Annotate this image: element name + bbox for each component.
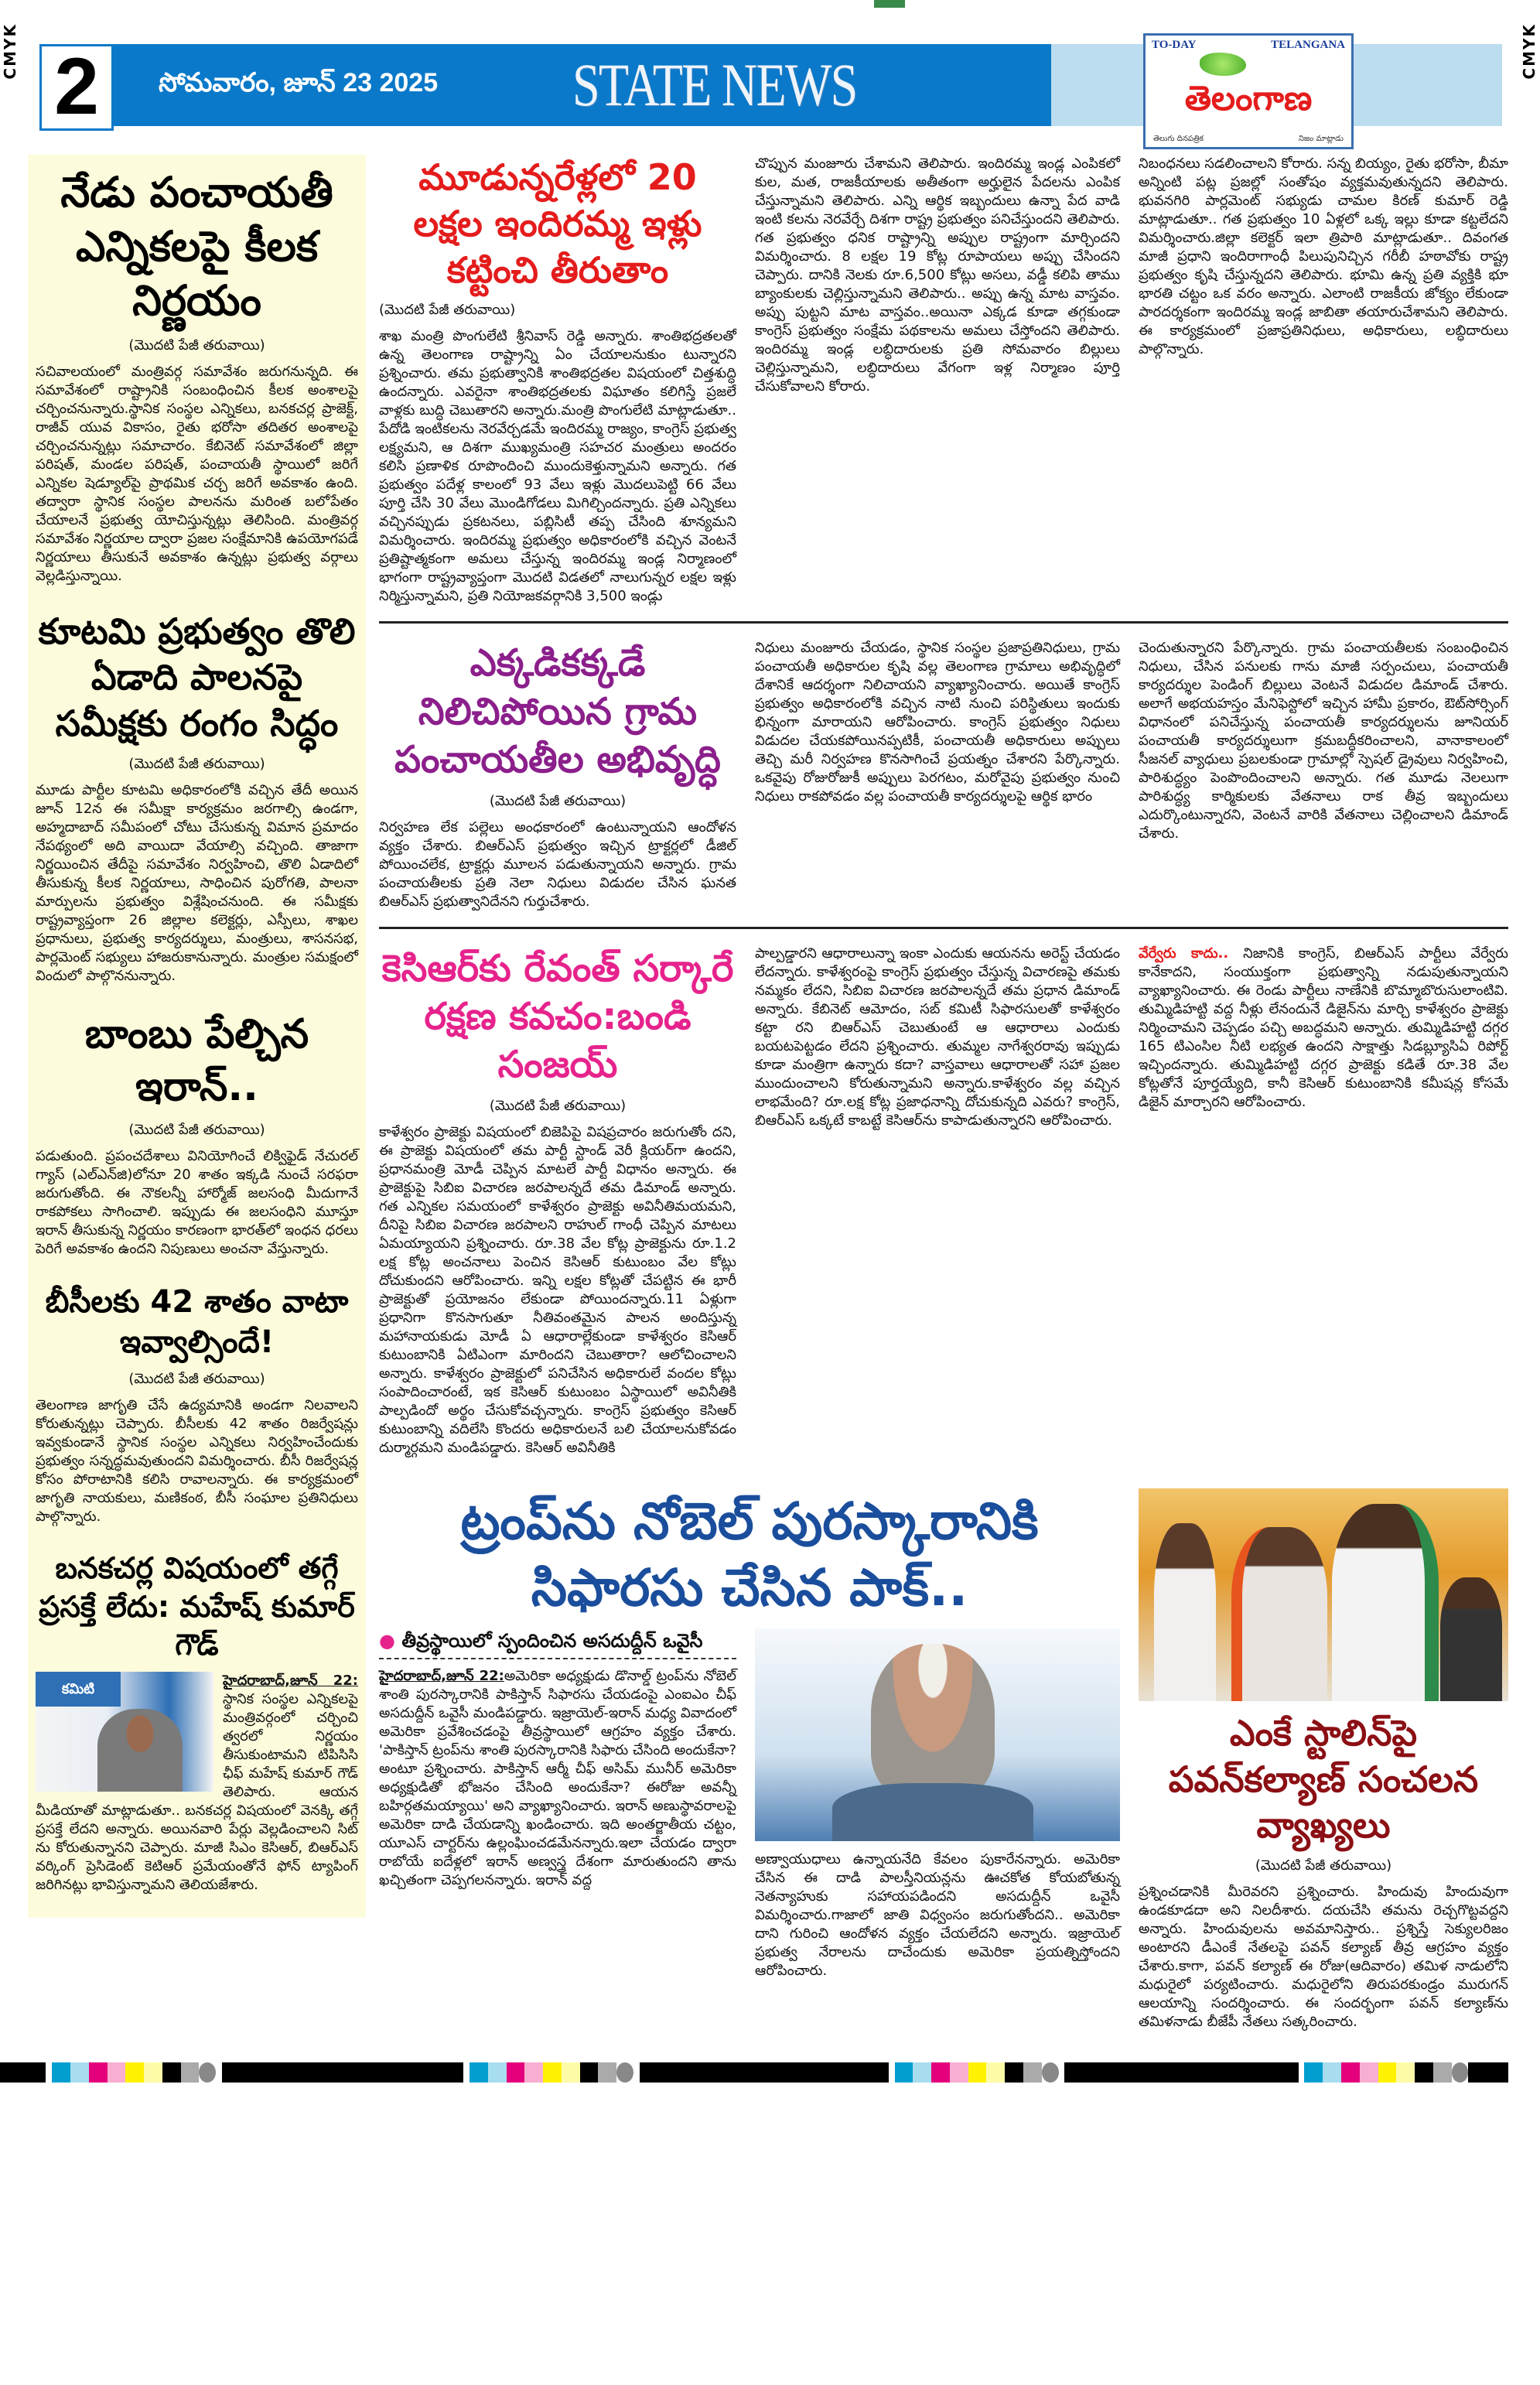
newspaper-logo: [1143, 33, 1354, 149]
section-divider: [379, 927, 1508, 929]
headline-panchayat-elections: నేడు పంచాయతీ ఎన్నికలపై కీలక నిర్ణయం: [60, 168, 333, 326]
logo-tag-right: నిజం మాట్లాడు: [1298, 135, 1344, 143]
article-body-panchayat: సచివాలయంలో మంత్రివర్గ సమావేశం జరుగనున్నది. ఈ సమావేశంలో రాష్ట్రానికి సంబంధించిన కీలక అంశాలపై చర్చించనున్నారు.స్థానిక సంస్థల ఎన్నికలు, బనకచర్ల ప్రాజెక్ట్, రాజీవ్ యువ వికాసం, రైతు భరోసా తదితర అంశాలపై చర్చించనున్నట్లు సమాచారం. కేబినెట్ సమావేశంలో జిల్లా పరిషత్, మండల పరిషత్, పంచాయతీ స్థాయిలో జరిగే ఎన్నికల షెడ్యూల్‌పై ప్రాథమిక చర్చ జరిగే అవకాశం ఉంది. తద్వారా స్థానిక సంస్థల పాలనను మరింత బలోపేతం చేయాలనే ప్రభుత్వ యోచిస్తున్నట్లు తెలిసింది. మంత్రివర్గ సమావేశం నిర్ణయాల ద్వారా ప్రజల సంక్షేమానికి ఉపయోగపడే నిర్ణయాలు తీసుకునే అవకాశం ఉన్నట్లు ప్రభుత్వ వర్గాలు వెల్లడిస్తున్నాయి.: [36, 363, 358, 584]
article-body-coalition: మూడు పార్టీల కూటమి అధికారంలోకి వచ్చిన తేదీ అయిన జూన్ 12న ఈ సమీక్షా కార్యక్రమం జరగాల్సి ఉండగా, అహ్మదాబాద్ సమీపంలో చోటు చేసుకున్న విమాన ప్రమాదం నేపథ్యంలో అది వాయిదా వేయాల్సి వచ్చింది. తాజాగా నిర్ణయించిన తేదీపై సమావేశం నిర్వహించి, తొలి ఏడాదిలో తీసుకున్న కీలక నిర్ణయాలు, సాధించిన పురోగతి, పాలనా మార్పులను ప్రభుత్వం విశ్లేషించనుంది. ఈ సమీక్షకు రాష్ట్రవ్యాప్తంగా 26 జిల్లాల కలెక్టర్లు, ఎస్పీలు, శాఖల ప్రధానులు, ప్రభుత్వ కార్యదర్శులు, మంత్రులు, శాసనసభ, పార్లమెంట్ సభ్యులు హాజరుకానున్నారు. మంత్రుల సమక్షంలో విందులో పాల్గొననున్నారు.: [36, 781, 358, 984]
crop-mark-right: CMYK: [1520, 23, 1538, 80]
logo-right-text: TELANGANA: [1271, 39, 1345, 51]
person-figure: [871, 1644, 995, 1799]
registration-mark: [874, 0, 905, 8]
headline-pawan-stalin: ఎంకే స్టాలిన్‌పై పవన్‌కల్యాణ్ సంచలన వ్యాఖ్యలు: [1168, 1711, 1479, 1847]
continued-label: (మొదటి పేజీ తరువాయి): [128, 1122, 265, 1139]
continued-label: (మొదటి పేజీ తరువాయి): [128, 337, 265, 354]
headline-banakacherla: బనకచర్ల విషయంలో తగ్గే ప్రసక్తే లేదు: మహేష్ కుమార్ గౌడ్: [39, 1551, 355, 1662]
article-body-panchayat-col1: నిర్వహణ లేక పల్లెలు అంధకారంలో ఉంటున్నాయని ఆందోళన వ్యక్తం చేశారు. బిఆర్ఎస్ ప్రభుత్వం ఇచ్చిన ట్రాక్టర్లలో డీజిల్ పోయించలేక, ట్రాక్టర్లు మూలన పడుతున్నాయని అన్నారు. గ్రామ పంచాయతీలకు ప్రతి నెలా నిధులు విడుదల చేసిన ఘనత బిఆర్ఎస్ ప్రభుత్వానిదేనని గుర్తుచేశారు.: [379, 818, 736, 910]
article-body-kaleshwaram-col3: వేర్వేరు కాదు.. నిజానికి కాంగ్రెస్, బిఆర్ఎస్ పార్టీలు వేర్వేరు కానేకాదని, సంయుక్తంగా ప్రభుత్వాన్ని నడుపుతున్నాయని వ్యాఖ్యానించారు. ఈ రెండు పార్టీలు నాణేనికి బొమ్మాబొరుసులాంటివి. తుమ్మిడిహట్టి వద్ద నీళ్లు లేనందునే డిజైన్‌ను మార్చి కాళేశ్వరం ప్రాజెక్టు నిర్మించామని చెప్పడం పచ్చి అబద్ధమని అన్నారు. తుమ్మిడిహట్టి దగ్గర 165 టిఎంసిల నీటి లభ్యత ఉందని సాక్షాత్తు సిడబ్ల్యూసిఏ రిపోర్ట్ ఇచ్చిందన్నారు. తుమ్మిడిహట్టి దగ్గర ప్రాజెక్టు కడితే రూ.38 వేల కోట్లతోనే పూర్తయ్యేది, కానీ కెసిఆర్ కుటుంబానికి కమీషన్ల కోసమే డిజైన్ మార్చారని ఆరోపించారు.: [1139, 945, 1508, 1110]
article-body-panchayat-col3: చెందుతున్నారని పేర్కొన్నారు. గ్రామ పంచాయతీలకు సంబంధించిన నిధులు, చేసిన పనులకు గాను మాజీ సర్పంచులు, పంచాయతీ కార్యదర్శుల పెండింగ్ బిల్లులు వెంటనే విడుదల డిమాండ్ చేశారు. అలాగే అభయహస్తం మేనిఫెస్టోలో ఇచ్చిన హామీ ప్రకారం, ఔట్‌సోర్సింగ్ విధానంలో పనిచేస్తున్న పంచాయతీ కార్యదర్శులను జూనియర్ పంచాయతీ కార్యదర్శులుగా క్రమబద్ధీకరించాలని, వానాకాలంలో సీజనల్ వ్యాధులు ప్రబలకుండా గ్రామాల్లో స్పెషల్ డ్రైవులు నిర్వహించి, పారిశుద్ధ్యం పెంపొందించాలని అన్నారు. గత మూడు నెలలుగా పారిశుద్ధ్య కార్మికులకు వేతనాలు రాక తీవ్ర ఇబ్బందులు ఎదుర్కొంటున్నారని, వెంటనే వారికి వేతనాలు చెల్లించాలని డిమాండ్ చేశారు.: [1139, 640, 1508, 842]
story-bandi-sanjay: [379, 945, 1508, 1457]
article-body-trump-col1: హైదరాబాద్,జూన్ 22:అమెరికా అధ్యక్షుడు డొనాల్డ్ ట్రంప్‌ను నోబెల్ శాంతి పురస్కారానికి పాకిస్తాన్ సిఫారసు చేయడంపై ఎంఐఎం చీఫ్ అసదుద్దీన్ ఒవైసీ మండిపడ్డారు. ఇజ్రాయెల్-ఇరాన్ మధ్య వివాదంలో అమెరికా ప్రవేశించడంపై తీవ్రస్థాయిలో ఆగ్రహం వ్యక్తం చేశారు. 'పాకిస్తాన్ ట్రంప్‌ను శాంతి పురస్కారానికి సిఫారు చేసింది అందుకేనా? అంటూ ప్రశ్నించారు. పాకిస్తాన్ ఆర్మీ చీఫ్ అసిమ్ మునీర్ అమెరికా అధ్యక్షుడితో భోజనం చేసింది అందుకేనా? ఈరోజు అవన్నీ బహిర్గతమయ్యాయి' అని వ్యాఖ్యానించారు. ఇరాన్ అణుస్థావరాలపై అమెరికా దాడి చేయడాన్ని ఖండించారు. ఇది అంతర్జాతీయ చట్టం, యూఎస్ చార్టర్‌ను ఉల్లంఘించడమేనన్నారు.ఇలా చేయడం ద్వారా రాబోయే ఐదేళ్లలో ఇరాన్ అణ్వస్త్ర దేశంగా మారుతుందని తాను ఖచ్చితంగా చెప్పగలనన్నారు. ఇరాన్ వద్ద: [379, 1668, 736, 1889]
bottom-stories: [379, 1488, 1508, 2031]
article-body-banakacherla: కమిటి హైదరాబాద్,జూన్ 22: స్థానిక సంస్థల ఎన్నికలపై మంత్రివర్గంలో చర్చించి త్వరలో నిర్ణయం తీసుకుంటామని టిపిసిసి ఛీఫ్ మహేష్ కుమార్ గౌడ్ తెలిపారు. ఆయన మీడియాతో మాట్లాడుతూ.. బనకచర్ల విషయంలో వెనక్కి తగ్గే ప్రసక్తే లేదని అన్నారు. అయినవారి పేర్లు వెల్లడించాలని సిట్ ను కోరుతున్నానని చెప్పారు. మాజీ సిఎం కెసిఆర్, బిఆర్ఎస్ వర్కింగ్ ప్రెసిడెంట్ కెటిఆర్ ప్రమేయంతోనే ఫోన్ ట్యాపింగ్ జరిగినట్లు భావిస్తున్నామని తెలియజేశారు.: [36, 1673, 358, 1894]
photo-asaduddin-owaisi: [755, 1628, 1120, 1841]
story-trump-nobel: [379, 1488, 1120, 2031]
continued-label: (మొదటి పేజీ తరువాయి): [128, 755, 265, 772]
person-figure: [1332, 1504, 1439, 1701]
telangana-map-icon: [1200, 53, 1246, 76]
dateline: హైదరాబాద్,జూన్ 22:: [379, 1668, 504, 1685]
continued-label: (మొదటి పేజీ తరువాయి): [1255, 1857, 1392, 1874]
person-figure: [1231, 1527, 1327, 1701]
article-body-indiramma-col3: నిబంధనలు సడలించాలని కోరారు. సన్న బియ్యం, రైతు భరోసా, బీమా అన్నింటి పట్ల ప్రజల్లో సంతోషం వ్యక్తమవుతున్నదని తెలిపారు. భువనగిరి పార్లమెంట్ సభ్యుడు చామల కిరణ్ కుమార్ రెడ్డి మాట్లాడుతూ.. గత ప్రభుత్వం 10 ఏళ్లలో ఒక్క ఇల్లు కూడా కట్టలేదని విమర్శించారు.జిల్లా కలెక్టర్ ఇలా త్రిపాఠి మాట్లాడుతూ.. దివంగత మాజీ ప్రధాని ఇందిరాగాంధీ పిలుపునిచ్చిన గరీబీ హఠావోకు రాష్ట్ర ప్రభుత్వం కృషి చేస్తున్నదని తెలిపారు. భూమి ఉన్న ప్రతి వ్యక్తికి భూ భారతి చట్టం ఒక వరం అన్నారు. ఎలాంటి రాజకీయ జోక్యం లేకుండా పారదర్శకంగా ఇందిరమ్మ ఇండ్ల జాబితా తయారుచేశామని తెలిపారు. ఈ కార్యక్రమంలో ప్రజాప్రతినిధులు, అధికారులు, లబ్ధిదారులు పాల్గొన్నారు.: [1139, 155, 1508, 357]
crop-mark-left: CMYK: [1, 23, 19, 80]
person-figure: [97, 1709, 183, 1792]
article-body-panchayat-col2: నిధులు మంజూరు చేయడం, స్థానిక సంస్థల ప్రజాప్రతినిధులు, గ్రామ పంచాయతీ అధికారుల కృషి వల్ల తెలంగాణ గ్రామాలు అభివృద్ధిలో దేశానికే ఆదర్శంగా నిలిచాయని వ్యాఖ్యానించారు. అయితే కాంగ్రెస్ ప్రభుత్వం అధికారంలోకి వచ్చిన నాటి నుంచి పరిస్థితులు ఇందుకు భిన్నంగా మారాయని ఆరోపించారు. కాంగ్రెస్ ప్రభుత్వం నిధులు విడుదల చేయకపోయినప్పటికీ, పంచాయతీ అధికారులు అప్పులు తెచ్చి మరీ నిర్వహణ కొనసాగించే ప్రయత్నం చేశారని పేర్కొన్నారు. ఒకవైపు రోజురోజుకీ అప్పులు పెరగటం, మరోవైపు ప్రభుత్వం నుంచి నిధులు రాకపోవడం వల్ల పంచాయతీ కార్యదర్శులపై ఆర్థిక భారం: [755, 640, 1120, 805]
person-shoulders: [832, 1783, 1033, 1841]
dateline: హైదరాబాద్,జూన్ 22:: [223, 1673, 358, 1690]
logo-tag-left: తెలుగు దినపత్రిక: [1153, 135, 1204, 143]
issue-date: సోమవారం, జూన్ 23 2025: [159, 68, 439, 97]
story-pawan-stalin: [1139, 1488, 1508, 2031]
story-indiramma: [379, 155, 1508, 606]
main-area: [379, 155, 1508, 2083]
headline-iran-bomb: బాంబు పేల్చిన ఇరాన్..: [84, 1010, 309, 1110]
article-body-trump-col2: అణ్వాయుధాలు ఉన్నాయనేది కేవలం పుకారేనన్నారు. అమెరికా చేసిన ఈ దాడి పాలస్తీనియన్లను ఊచకోత కోయబోతున్న నెతన్యాహుకు సహాయపడిందని అసదుద్దీన్ ఒవైసీ విమర్శించారు.గాజాలో జాతి విధ్వంసం జరుగుతోందని.. అమెరికా దాని గురించి ఆందోళన వ్యక్తం చేయలేదని అన్నారు. ఇజ్రాయెల్ ప్రభుత్వ నేరాలను దాచేందుకు అమెరికా ప్రయత్నిస్తోందని ఆరోపించారు.: [755, 1851, 1120, 1980]
headline-bc-42-percent: బీసీలకు 42 శాతం వాటా ఇవ్వాల్సిందే!: [45, 1284, 349, 1361]
continued-label: (మొదటి పేజీ తరువాయి): [489, 792, 627, 809]
continued-label: (మొదటి పేజీ తరువాయి): [379, 302, 516, 319]
logo-left-text: TO-DAY: [1152, 39, 1197, 51]
article-body-bc: తెలంగాణ జాగృతి చేసే ఉద్యమానికి అండగా నిలవాలని కోరుతున్నట్లు చెప్పారు. బీసీలకు 42 శాతం రిజర్వేషన్లు ఇవ్వకుండానే స్థానిక సంస్థల ఎన్నికలు నిర్వహించేందుకు ప్రభుత్వం సన్నద్ధమవుతుందని విమర్శించారు. బీసీ రిజర్వేషన్ల కోసం పోరాటానికి కలిసి రావాలన్నారు. ఈ కార్యక్రమంలో జాగృతి నాయకులు, మణికంఠ, బీసీ సంఘాల ప్రతినిధులు పాల్గొన్నారు.: [36, 1397, 358, 1526]
person-figure: [1154, 1523, 1216, 1701]
section-divider: [379, 621, 1508, 624]
subheading-highlight: వేర్వేరు కాదు..: [1139, 945, 1229, 962]
article-side-banakacherla: స్థానిక సంస్థల ఎన్నికలపై మంత్రివర్గంలో చర్చించి త్వరలో నిర్ణయం తీసుకుంటామని టిపిసిసి ఛీఫ్ మహేష్: [223, 1691, 358, 1782]
subheadline-owaisi: ● తీవ్రస్థాయిలో స్పందించిన అసదుద్దీన్ ఒవైసీ: [379, 1628, 736, 1659]
bullet-icon: ●: [379, 1630, 395, 1652]
left-column: [28, 155, 366, 1918]
continued-label: (మొదటి పేజీ తరువాయి): [128, 1371, 265, 1388]
headline-bandi-sanjay: కెసిఆర్‌కు రేవంత్ సర్కారే రక్షణ కవచం:బండి సంజయ్: [381, 946, 734, 1087]
article-body-pawan: ప్రశ్నించడానికి మీరెవరని ప్రశ్నించారు. హిందువు హిందువుగా ఉండకూడదా అని నిలదీశారు. దయచేసి తమను రెచ్చగొట్టవద్దని అన్నారు. హిందువులను అవమానిస్తారు.. ప్రశ్నిస్తే సెక్యులరిజం అంటారని డీఎంకే నేతలపై పవన్ కల్యాణ్ తీవ్ర ఆగ్రహం వ్యక్తం చేశారు.కాగా, పవన్ కల్యాణ్ ఈ రోజు(ఆదివారం) తమిళ నాడులోని మధురైలో పర్యటించారు. మధురైలోని తిరుపరకుండ్రం మురుగన్ ఆలయాన్ని సందర్శించారు. ఈ సందర్భంగా పవన్ కల్యాణ్‌ను తమిళనాడు బీజేపీ నేతలు సత్కరించారు.: [1139, 1884, 1508, 2031]
logo-title: తెలంగాణ: [1184, 79, 1313, 118]
article-body-indiramma-col1: శాఖ మంత్రి పొంగులేటి శ్రీనివాస్ రెడ్డి అన్నారు. శాంతిభద్రతలతో ఉన్న తెలంగాణ రాష్ట్రాన్ని ఏం చేయాలనుకుం టున్నారని ప్రశ్నించారు. తమ ప్రభుత్వానికి శాంతిభద్రతల విషయంలో చిత్తశుద్ధి ఉందన్నారు. ఎవరైనా శాంతిభద్రతలకు విఘాతం కలిగిస్తే ప్రజలే వాళ్లకు బుద్ధి చెబుతారని అన్నారు.మంత్రి పొంగులేటి మాట్లాడుతూ.. పేదోడి ఇంటికలను నెరవేర్చడమే ఇందిరమ్మ రాజ్యం, కాంగ్రెస్ ప్రభుత్వ లక్ష్యమని, ఆ దిశగా ముఖ్యమంత్రి సహచర మంత్రులు అందరం కలిసి ప్రణాళిక రూపొందించి ముందుకెళ్తున్నామని అన్నారు. గత ప్రభుత్వం పదేళ్ల కాలంలో 93 వేలు ఇళ్లు మొదలుపెట్టి 66 వేలు పూర్తి చేసి 30 వేలు మొండిగోడలు మిగిల్చిందన్నారు. ప్రతి ఎన్నికలు వచ్చినప్పుడు ప్రకటనలు, పబ్లిసిటీ తప్ప చేసింది శూన్యమని విమర్శించారు. ఇందిరమ్మ ప్రభుత్వం అధికారంలోకి వచ్చిన వెంటనే ప్రతిష్టాత్మకంగా అమలు చేస్తున్న ఇందిరమ్మ ఇండ్ల నిర్మాణంలో భాగంగా రాష్ట్రవ్యాప్తంగా మొదటి విడతలో నాలుగున్నర లక్షల ఇళ్లు నిర్మిస్తున్నామని, ప్రతి నియోజకవర్గానికి 3,500 ఇండ్లు: [379, 328, 736, 605]
article-body-kaleshwaram-col2: పాల్పడ్డారని ఆధారాలున్నా ఇంకా ఎందుకు ఆయనను అరెస్ట్ చేయడం లేదన్నారు. కాళేశ్వరంపై కాంగ్రెస్ ప్రభుత్వం చేస్తున్న విచారణపై తమకు నమ్మకం లేదని, సిబిఐ విచారణ జరపాలన్నదే తమ ప్రధాన డిమాండ్ అన్నారు. కేబినెట్ ఆమోదం, సబ్ కమిటీ సిఫారసులతో కాళేశ్వరం కట్టా రని బిఆర్ఎస్ చెబుతుంటే ఆ ఆధారాలు ఎందుకు బయటపెట్టడం లేదని ప్రశ్నించారు. తుమ్మల నాగేశ్వరరావు ఇప్పుడు కూడా మంత్రిగా ఉన్నారు కదా? వాస్తవాలు ఆధారాలతో సహా ప్రజల ముందుంచాలని కోరుతున్నామని అన్నారు.కాళేశ్వరం వల్ల వచ్చిన లాభమేంది? రూ.లక్ష కోట్ల ప్రజాధనాన్ని దోచుకున్నది ఎవరు? కాంగ్రెస్, బిఆర్ఎస్ ఒక్కటే కాబట్టే కెసిఆర్‌ను కాపాడుతున్నారని ఆరోపించారు.: [755, 945, 1120, 1129]
photo-banner-text: కమిటి: [36, 1672, 121, 1707]
headline-indiramma-houses: మూడున్నరేళ్లలో 20 లక్షల ఇందిరమ్మ ఇళ్లు కట్టించి తీరుతాం: [413, 156, 702, 291]
photo-mahesh-kumar-goud: [36, 1672, 213, 1792]
headline-trump-nobel: ట్రంప్‌ను నోబెల్ పురస్కారానికి సిఫారసు చేసిన పాక్..: [460, 1491, 1039, 1618]
photo-pawan-kalyan: [1139, 1488, 1508, 1701]
color-registration-bar: [0, 2062, 1508, 2083]
article-body-indiramma-col2: చొప్పున మంజూరు చేశామని తెలిపారు. ఇందిరమ్మ ఇండ్ల ఎంపికలో కుల, మత, రాజకీయాలకు అతీతంగా అర్హులైన పేదలను ఎంపిక చేస్తున్నామని తెలిపారు. ఎన్ని ఆర్థిక ఇబ్బందులు ఉన్నా పేద వాడి ఇంటి కలను నెరవేర్చే దిశగా రాష్ట్ర ప్రభుత్వం పనిచేస్తుందని తెలిపారు. గత ప్రభుత్వం ధనిక రాష్ట్రాన్ని అప్పుల రాష్ట్రంగా మార్చిందని విమర్శించారు. 8 లక్షల 19 కోట్ల రూపాయలు అప్పు చేసిందని చెప్పారు. దానికి నెలకు రూ.6,500 కోట్లు అసలు, వడ్డీ కలిపి తాము బ్యాంకులకు చెల్లిస్తున్నామని తెలిపారు.. అప్పు ఉన్న మాట వాస్తవం. అప్పు పుట్టని మాట వాస్తవం..అయినా ఎక్కడ కూడా తగ్గకుండా కాంగ్రెస్ ప్రభుత్వం సంక్షేమ పథకాలను అమలు చేస్తోందని తెలిపారు. ఇందిరమ్మ ఇండ్ల లబ్ధిదారులకు ప్రతి సోమవారం బిల్లులు చెల్లిస్తున్నామని, లబ్ధిదారులు వేగంగా ఇళ్ల నిర్మాణం పూర్తి చేసుకోవాలని కోరారు.: [755, 155, 1120, 395]
article-body-iran: పడుతుంది. ప్రపంచదేశాలు వినియోగించే లిక్విఫైడ్ నేచురల్ గ్యాస్ (ఎల్ఎన్‌జి)లోనూ 20 శాతం ఇక్కడి నుంచే సరఫరా జరుగుతోంది. ఈ నౌకలన్నీ హార్మోజ్ జలసంధి మీదుగానే రాకపోకలు సాగించాలి. ఇప్పుడు ఈ జలసంధిని మూస్తూ ఇరాన్ తీసుకున్న నిర్ణయం కారణంగా భారత్‌లో ఇంధన ధరలు పెరిగే అవకాశం ఉందని నిపుణులు అంచనా వేస్తున్నారు.: [36, 1148, 358, 1258]
page-number: 2: [39, 44, 114, 131]
headline-coalition-review: కూటమి ప్రభుత్వం తొలి ఏడాది పాలనపై సమీక్షకు రంగం సిద్ధం: [38, 610, 356, 745]
continued-label: (మొదటి పేజీ తరువాయి): [489, 1097, 627, 1114]
story-gram-panchayat: [379, 639, 1508, 911]
article-body-kaleshwaram-col1: కాళేశ్వరం ప్రాజెక్టు విషయంలో బిజెపిపై విషప్రచారం జరుగుతోం దని, ఈ ప్రాజెక్టు విషయంలో తమ పార్టీ స్టాండ్ వెరీ క్లియర్‌గా ఉందని, ప్రధానమంత్రి మోడీ చెప్పిన మాటలే పార్టీ విధానం అన్నారు. ఈ ప్రాజెక్టుపై సిబిఐ విచారణ జరపాలన్నదే తమ డిమాండ్ అన్నారు. గత ఎన్నికల సమయంలో కాళేశ్వరం ప్రాజెక్టు అవినీతిమయమని, దీనిపై సిబిఐ విచారణ జరపాలని రాహుల్ గాంధీ చెప్పిన మాటలు ఏమయ్యాయని ప్రశ్నించారు. రూ.38 వేల కోట్ల ప్రాజెక్టును రూ.1.2 లక్ష కోట్ల అంచనాలు పెంచిన కెసిఆర్ కుటుంబం వేల కోట్లు దోచుకుందని ఆరోపించారు. ఇన్ని లక్షల కోట్లతో చేపట్టిన ఈ భారీ ప్రాజెక్టుతో ప్రయోజనం లేకుండా పోయిందన్నారు.11 ఏళ్లుగా ప్రధానిగా కొనసాగుతూ నీతివంతమైన పాలన అందిస్తున్న మహానాయకుడు మోడీ ఏ ఆధారాల్లేకుండా కాళేశ్వరం కెసిఆర్ కుటుంబానికి ఏటిఎంగా మారిందని చెబుతారా? ఆలోచించాలని అన్నారు. కాళేశ్వరం ప్రాజెక్టులో పనిచేసిన అధికారులే వందల కోట్లు సంపాదించారంటే, ఇక కెసిఆర్ కుటుంబం ఏస్థాయిలో అవినీతికి పాల్పడిందో అర్థం చేసుకోవచ్చన్నారు. కాంగ్రెస్ ప్రభుత్వం కెసిఆర్ కుటుంబాన్ని వదిలేసి కొందరు అధికారులనే బలి చేయాలనుకోవడం దుర్మార్గమని మండిపడ్డారు. కెసిఆర్ అవినీతికి: [379, 1123, 736, 1456]
section-title: STATE NEWS: [572, 51, 857, 118]
headline-gram-panchayat: ఎక్కడికక్కడే నిలిచిపోయిన గ్రామ పంచాయతీల అభివృద్ధి: [394, 641, 721, 782]
page-content: [28, 155, 1508, 2083]
person-figure: [1440, 1577, 1502, 1701]
